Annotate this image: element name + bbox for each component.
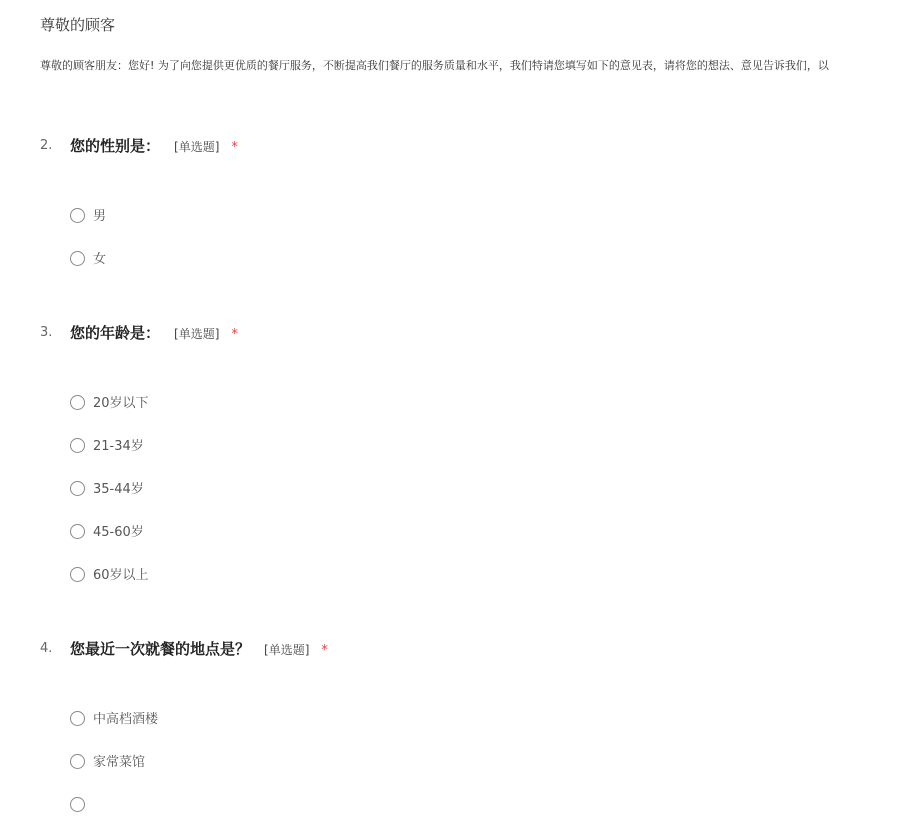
question-gender: [40, 134, 860, 267]
required-asterisk: *: [231, 327, 238, 342]
radio-circle-icon[interactable]: [70, 524, 85, 539]
required-asterisk: *: [321, 643, 328, 658]
radio-circle-icon[interactable]: [70, 481, 85, 496]
question-text: [70, 637, 328, 663]
question-number: 4.: [40, 641, 53, 656]
radio-circle-icon[interactable]: [70, 208, 85, 223]
question-text: [70, 321, 238, 347]
survey-title: 尊敬的顾客: [40, 16, 116, 34]
radio-circle-icon[interactable]: [70, 438, 85, 453]
question-type: [单选题]: [174, 140, 220, 154]
radio-circle-icon[interactable]: [70, 251, 85, 266]
radio-circle-icon[interactable]: [70, 395, 85, 410]
option-label: 45-60岁: [93, 525, 144, 540]
question-text: [70, 134, 238, 160]
question-header: [40, 134, 860, 158]
question-type: [单选题]: [264, 643, 310, 657]
option-label: 21-34岁: [93, 439, 144, 454]
question-title: 您的年龄是：: [70, 324, 161, 342]
radio-circle-icon[interactable]: [70, 754, 85, 769]
option-label: 中高档酒楼: [93, 712, 159, 727]
option-label: 男: [93, 209, 107, 224]
radio-circle-icon[interactable]: [70, 797, 85, 812]
question-title: 您最近一次就餐的地点是？: [70, 640, 251, 658]
option-label: 女: [93, 252, 107, 267]
option-label: 60岁以上: [93, 568, 149, 583]
radio-circle-icon[interactable]: [70, 711, 85, 726]
option-label: 20岁以下: [93, 396, 149, 411]
option-label: 家常菜馆: [93, 755, 146, 770]
question-number: 2.: [40, 138, 53, 153]
required-asterisk: *: [231, 140, 238, 155]
question-number: 3.: [40, 325, 53, 340]
question-title: 您的性别是：: [70, 137, 161, 155]
question-header: [40, 321, 860, 345]
question-age: [40, 321, 860, 583]
survey-intro: 尊敬的顾客朋友：您好! 为了向您提供更优质的餐厅服务，不断提高我们餐厅的服务质量和水平，我们特请您填写如下的意见表，请将您的想法、意见告诉我们，以: [40, 59, 829, 72]
question-header: [40, 637, 860, 661]
option-label: 35-44岁: [93, 482, 144, 497]
radio-circle-icon[interactable]: [70, 567, 85, 582]
question-dining-location: [40, 637, 860, 770]
question-type: [单选题]: [174, 327, 220, 341]
